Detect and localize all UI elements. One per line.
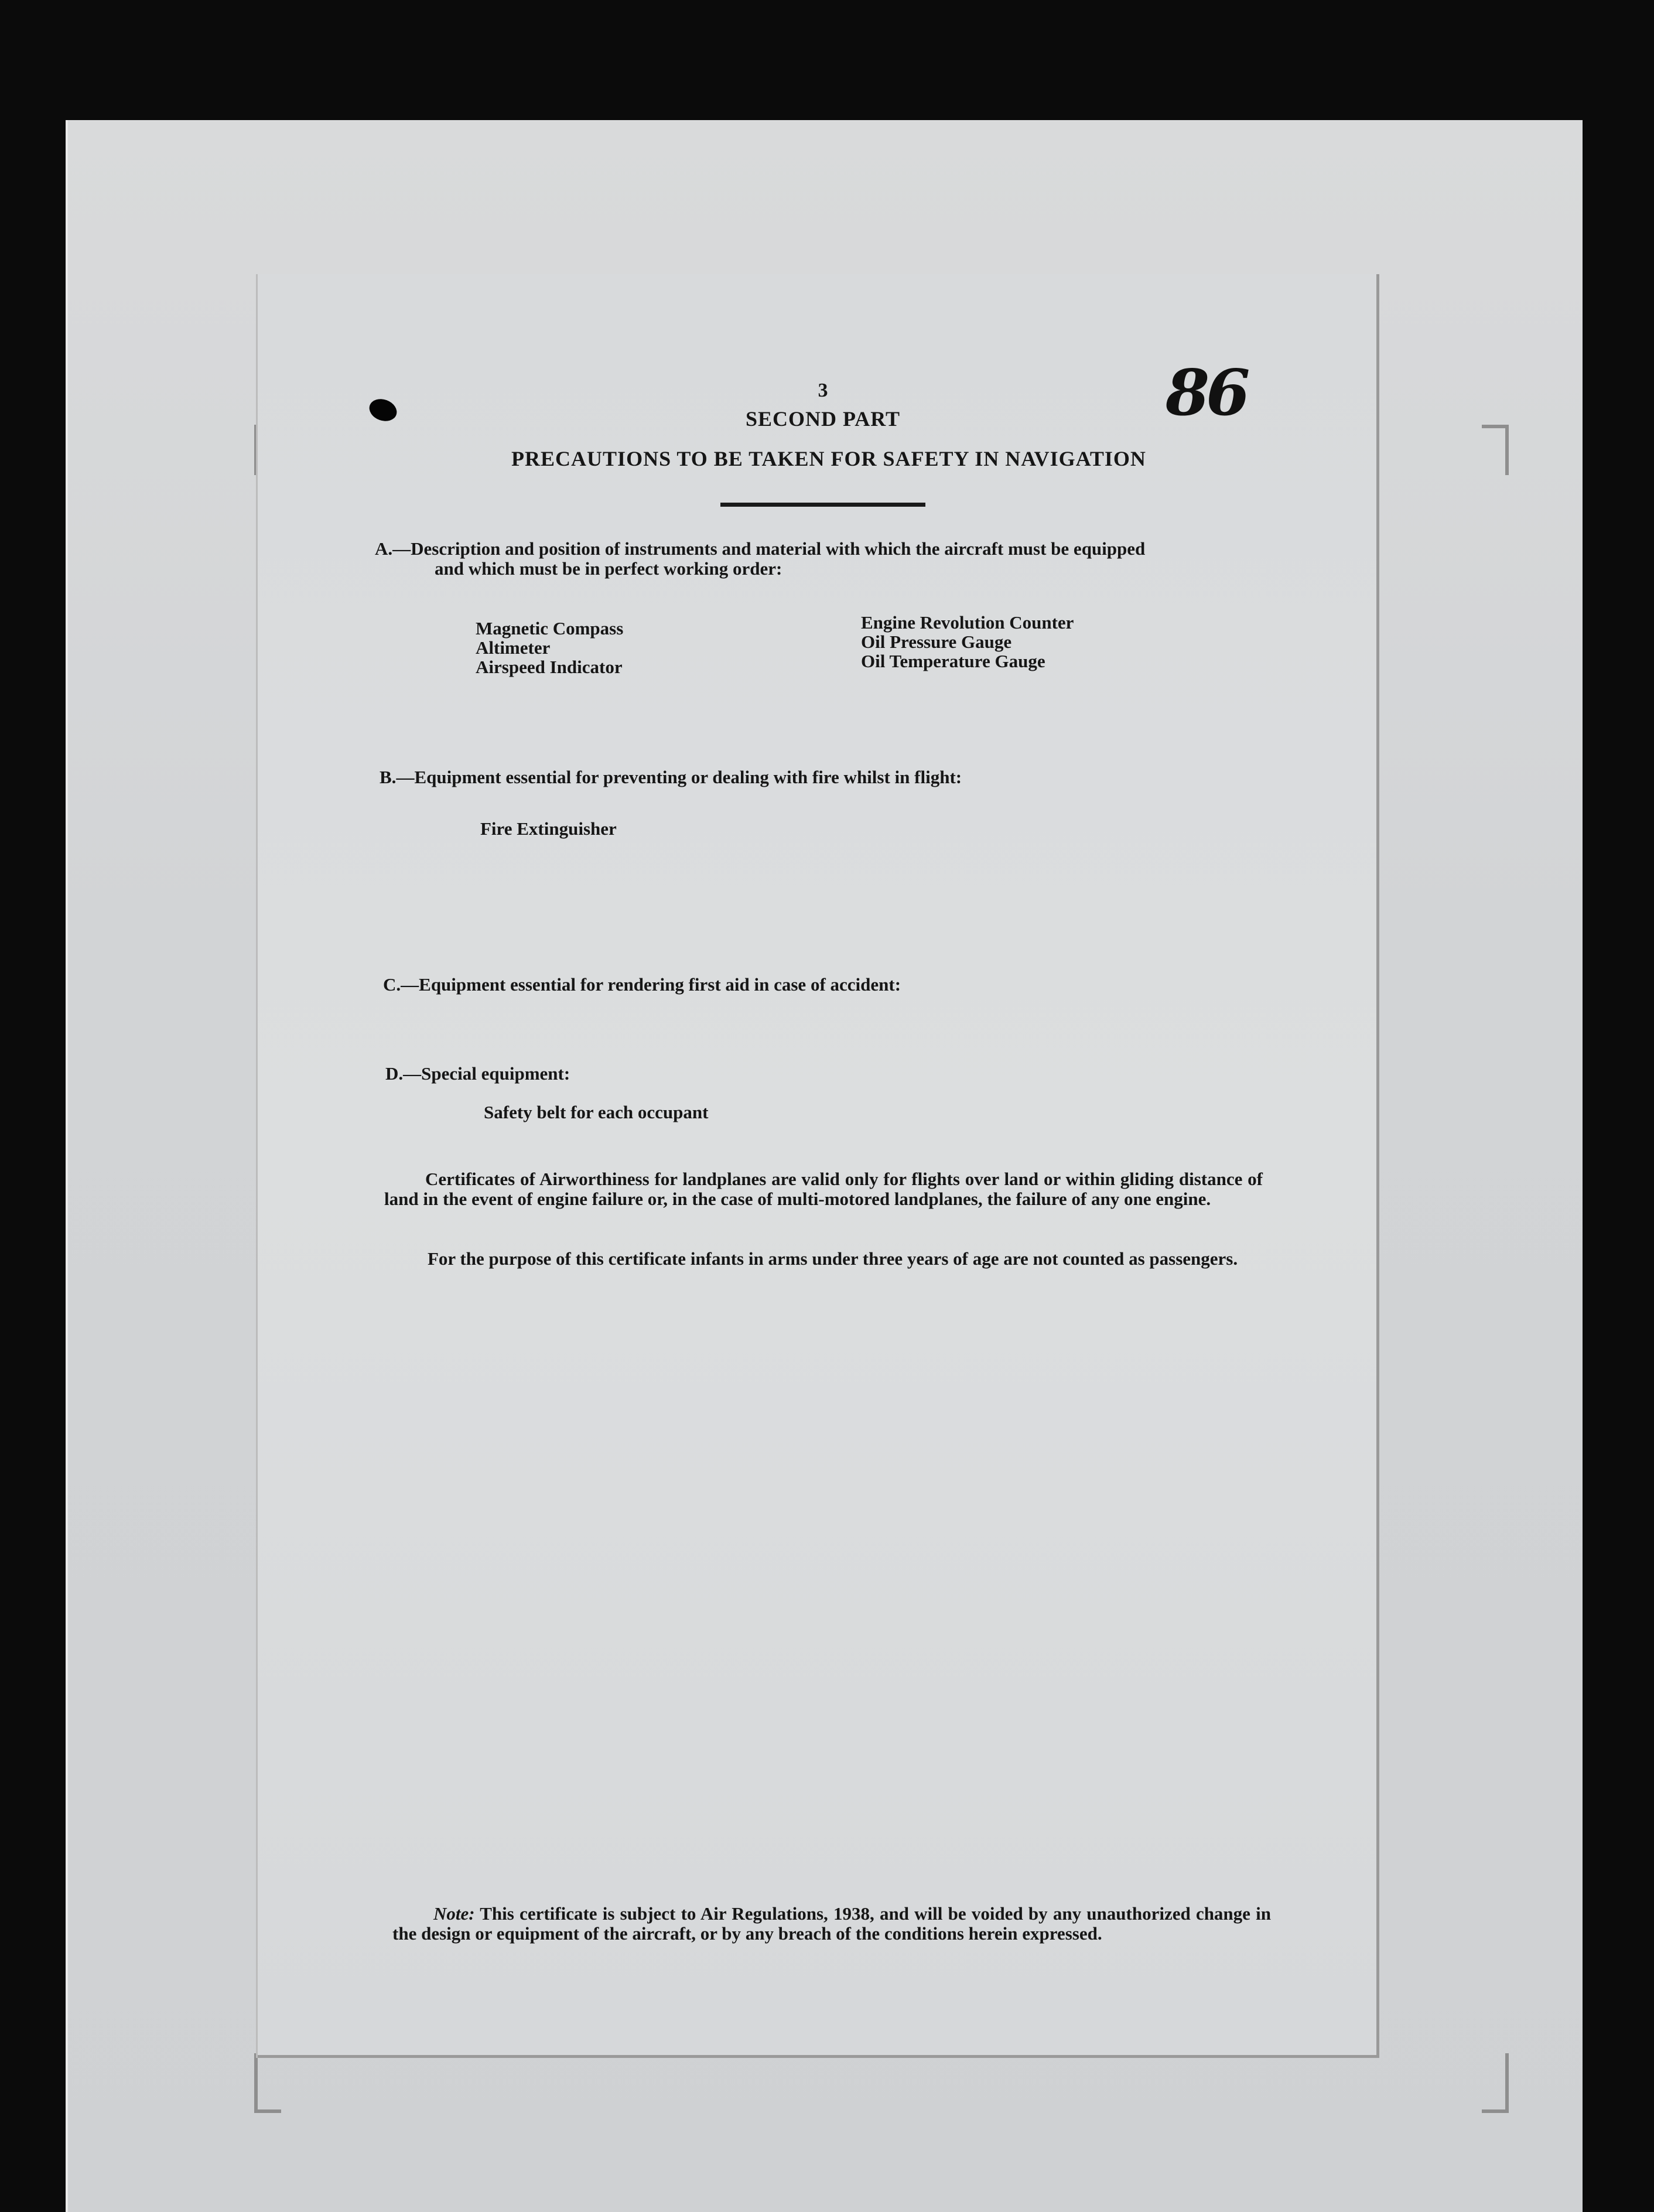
section-d	[385, 1064, 570, 1084]
section-d-item: Safety belt for each occupant	[484, 1102, 709, 1122]
section-c-label: C.	[383, 974, 401, 995]
list-item: Engine Revolution Counter	[861, 612, 1074, 633]
part-title: SECOND PART	[745, 407, 901, 431]
title-underline	[720, 503, 925, 507]
list-item: Oil Pressure Gauge	[861, 631, 1012, 652]
section-a	[375, 539, 1265, 579]
list-item: Altimeter	[476, 637, 551, 658]
section-a-label: A.	[375, 538, 393, 559]
section-b-item: Fire Extinguisher	[480, 818, 617, 839]
section-d-label: D.	[385, 1063, 404, 1084]
page-number: 3	[818, 380, 828, 401]
certificate-page	[258, 274, 1379, 2058]
note-label: Note:	[433, 1903, 475, 1924]
section-c	[383, 975, 901, 995]
infants-paragraph: For the purpose of this certificate infants in arms under three years of age are not counted as passengers.	[428, 1248, 1238, 1269]
section-b	[380, 767, 962, 787]
list-item: Oil Temperature Gauge	[861, 651, 1045, 671]
landplanes-paragraph: Certificates of Airworthiness for landplanes are valid only for flights over land or within gliding distance of land in the event of engine failure or, in the case of multi-motored landplanes, the failure of any one engine.	[384, 1169, 1263, 1209]
regulations-note	[392, 1904, 1271, 1944]
crop-mark-bottom-right	[1482, 2053, 1509, 2113]
list-item: Magnetic Compass	[476, 618, 624, 639]
section-c-text: —Equipment essential for rendering first aid in case of accident:	[401, 974, 901, 995]
handwritten-mark: 86	[1166, 356, 1247, 430]
crop-mark-top-right	[1482, 425, 1509, 475]
section-a-text-line2: and which must be in perfect working order:	[435, 558, 782, 579]
instruments-list-right	[861, 613, 1074, 671]
section-b-text: —Equipment essential for preventing or dealing with fire whilst in flight:	[396, 767, 962, 787]
section-d-text: —Special equipment:	[403, 1063, 570, 1084]
section-a-text-line1: —Description and position of instruments and material with which the aircraft must be equipped	[392, 538, 1146, 559]
list-item: Airspeed Indicator	[476, 657, 623, 677]
main-title: PRECAUTIONS TO BE TAKEN FOR SAFETY IN NAVIGATION	[511, 447, 1146, 470]
crop-mark-bottom-left	[254, 2053, 281, 2113]
section-b-label: B.	[380, 767, 397, 787]
note-text: This certificate is subject to Air Regulations, 1938, and will be voided by any unauthorized change in the design or equipment of the aircraft, or by any breach of the conditions herein expressed.	[392, 1903, 1271, 1944]
instruments-list-left	[476, 619, 623, 677]
